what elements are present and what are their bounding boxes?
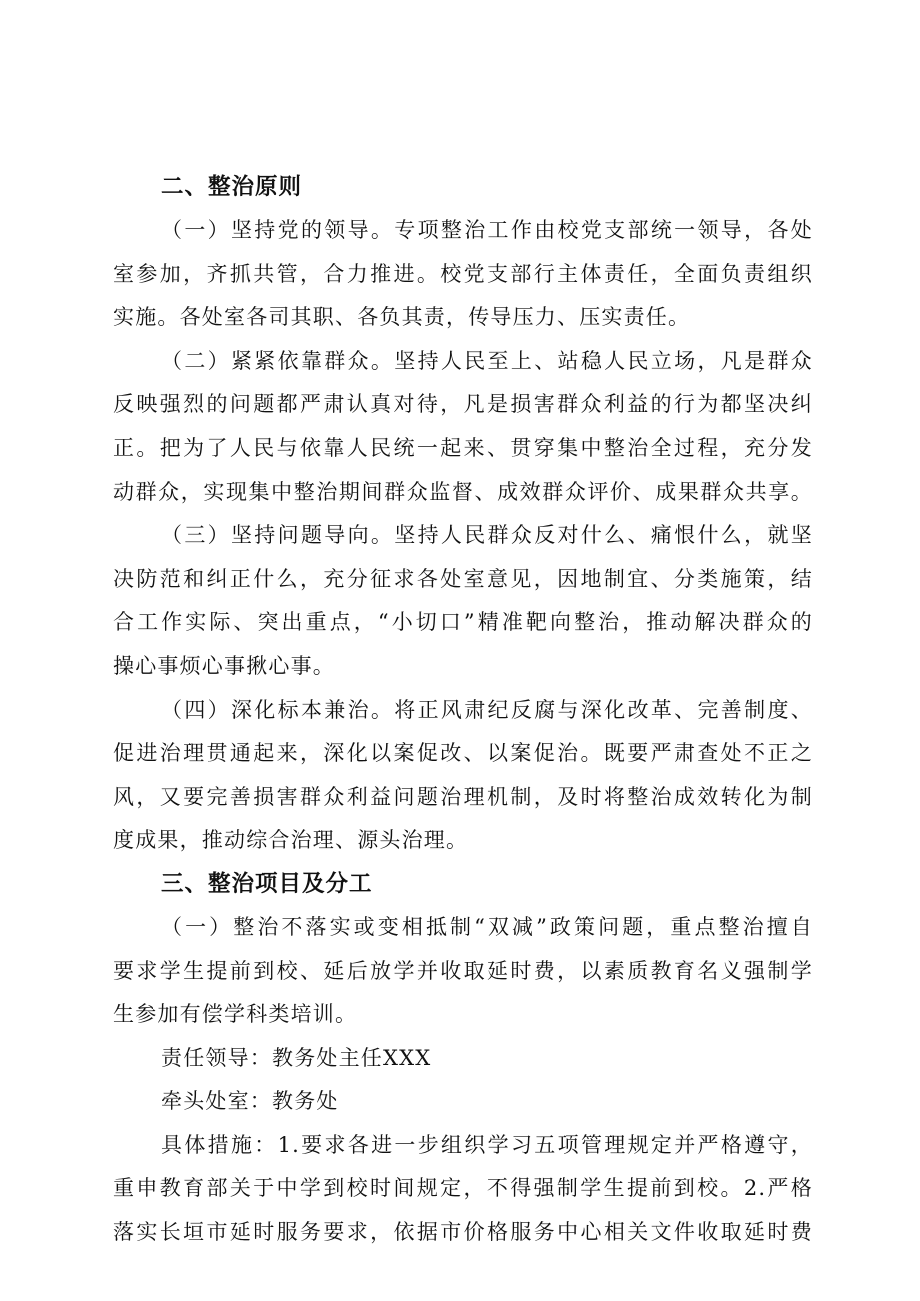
responsible-leader: 责任领导：教务处主任XXX xyxy=(161,1045,432,1070)
paragraph-line: 合工作实际、突出重点，“小切口”精准靶向整治，推动解决群众的 xyxy=(113,610,813,635)
paragraph-line: 动群众，实现集中整治期间群众监督、成效群众评价、成果群众共享。 xyxy=(113,479,813,504)
paragraph-line: 落实长垣市延时服务要求，依据市价格服务中心相关文件收取延时费 xyxy=(113,1220,813,1245)
paragraph-problem-orientation xyxy=(113,514,813,688)
paragraph-root-and-branch xyxy=(113,689,813,863)
paragraph-line: （二）紧紧依靠群众。坚持人民至上、站稳人民立场，凡是群众 xyxy=(161,348,813,373)
section-heading-principles: 二、整治原则 xyxy=(161,174,303,200)
paragraph-line: （一）整治不落实或变相抵制“双减”政策问题，重点整治擅自 xyxy=(161,914,813,939)
paragraph-specific-measures xyxy=(113,1124,813,1255)
document-body xyxy=(113,166,813,1255)
paragraph-party-leadership xyxy=(113,209,813,340)
paragraph-line: 实施。各处室各司其职、各负其责，传导压力、压实责任。 xyxy=(113,305,691,330)
paragraph-line: 正。把为了人民与依靠人民统一起来、贯穿集中整治全过程，充分发 xyxy=(113,435,813,460)
paragraph-line: （一）坚持党的领导。专项整治工作由校党支部统一领导，各处 xyxy=(161,218,813,242)
paragraph-line: 生参加有偿学科类培训。 xyxy=(113,1002,358,1027)
paragraph-line: 促进治理贯通起来，深化以案促改、以案促治。既要严肃查处不正之 xyxy=(113,741,813,766)
paragraph-line: 操心事烦心事揪心事。 xyxy=(113,653,335,678)
section-heading-projects: 三、整治项目及分工 xyxy=(161,870,373,897)
paragraph-line: 室参加，齐抓共管，合力推进。校党支部行主体责任，全面负责组织 xyxy=(113,261,813,286)
paragraph-line: 具体措施：1.要求各进一步组织学习五项管理规定并严格遵守， xyxy=(161,1132,813,1157)
paragraph-line: 反映强烈的问题都严肃认真对待，凡是损害群众利益的行为都坚决纠 xyxy=(113,392,813,417)
paragraph-line: 风，又要完善损害群众利益问题治理机制，及时将整治成效转化为制 xyxy=(113,784,813,809)
paragraph-line: 重申教育部关于中学到校时间规定，不得强制学生提前到校。2.严格 xyxy=(113,1176,813,1201)
paragraph-line: 度成果，推动综合治理、源头治理。 xyxy=(113,828,469,853)
paragraph-rely-on-masses xyxy=(113,340,813,514)
paragraph-line: 决防范和纠正什么，充分征求各处室意见，因地制宜、分类施策，结 xyxy=(113,566,813,591)
paragraph-line: 要求学生提前到校、延后放学并收取延时费，以素质教育名义强制学 xyxy=(113,958,813,983)
paragraph-line: （四）深化标本兼治。将正风肃纪反腐与深化改革、完善制度、 xyxy=(161,697,813,722)
paragraph-line: （三）坚持问题导向。坚持人民群众反对什么、痛恨什么，就坚 xyxy=(161,523,813,548)
lead-office: 牵头处室：教务处 xyxy=(161,1089,339,1114)
paragraph-double-reduction xyxy=(113,906,813,1037)
